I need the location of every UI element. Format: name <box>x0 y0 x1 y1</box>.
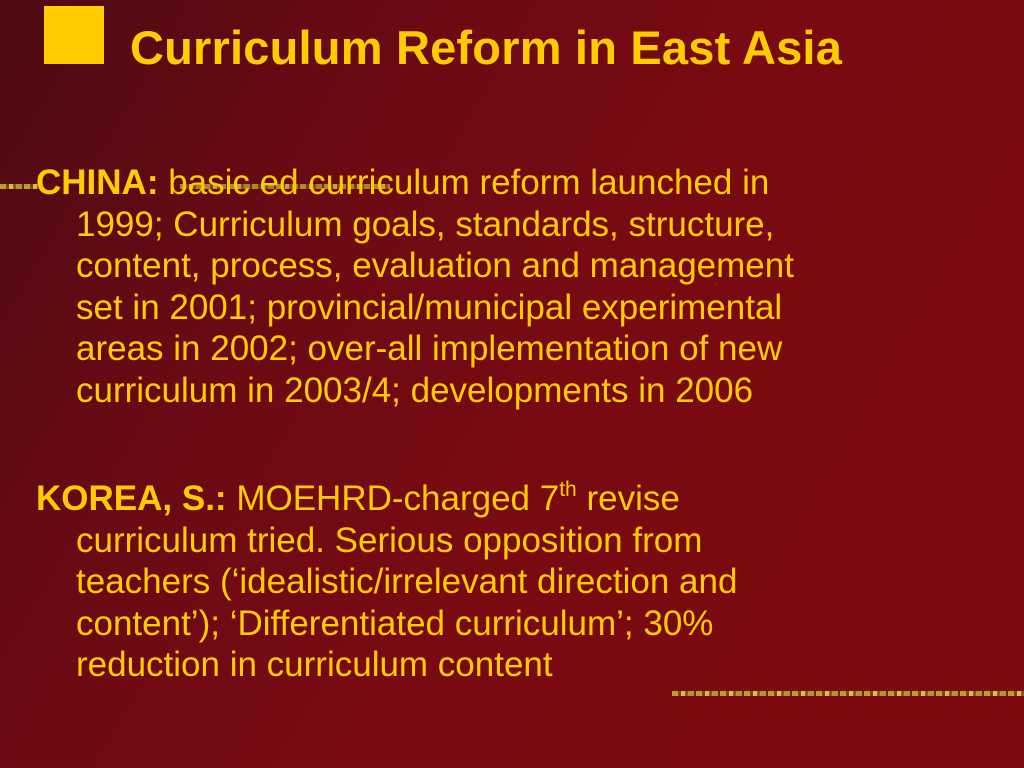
china-label: CHINA: <box>36 163 159 202</box>
china-line-4: set in 2001; provincial/municipal experimental <box>76 287 783 327</box>
china-line-6: curriculum in 2003/4; developments in 2006 <box>76 370 754 410</box>
china-text-1: basic ed curriculum reform launched in <box>168 163 770 202</box>
decorative-stripe-bottom <box>672 691 1024 696</box>
title-bullet-square-icon <box>44 6 104 64</box>
korea-line-3: teachers (‘idealistic/irrelevant direction and <box>76 562 738 601</box>
china-line-3: content, process, evaluation and management <box>76 246 794 285</box>
korea-line-5: reduction in curriculum content <box>76 645 553 684</box>
korea-line-2: curriculum tried. Serious opposition from <box>76 520 703 560</box>
china-line-2: 1999; Curriculum goals, standards, structure, <box>76 204 775 244</box>
korea-line-1 <box>36 478 1016 520</box>
korea-line-4: content’); ‘Differentiated curriculum’; 30% <box>76 603 714 643</box>
korea-label: KOREA, S.: <box>36 479 227 518</box>
korea-text-1-post: revise <box>576 479 680 518</box>
korea-ordinal-suffix: th <box>559 478 577 501</box>
china-line-5: areas in 2002; over-all implementation of new <box>76 329 783 368</box>
korea-entry <box>36 478 1016 686</box>
korea-text-1-pre: MOEHRD-charged 7 <box>236 479 560 518</box>
decorative-stripe-left <box>0 184 38 189</box>
china-entry <box>36 162 1016 411</box>
china-line-1 <box>36 162 1016 204</box>
slide-title: Curriculum Reform in East Asia <box>130 21 843 74</box>
